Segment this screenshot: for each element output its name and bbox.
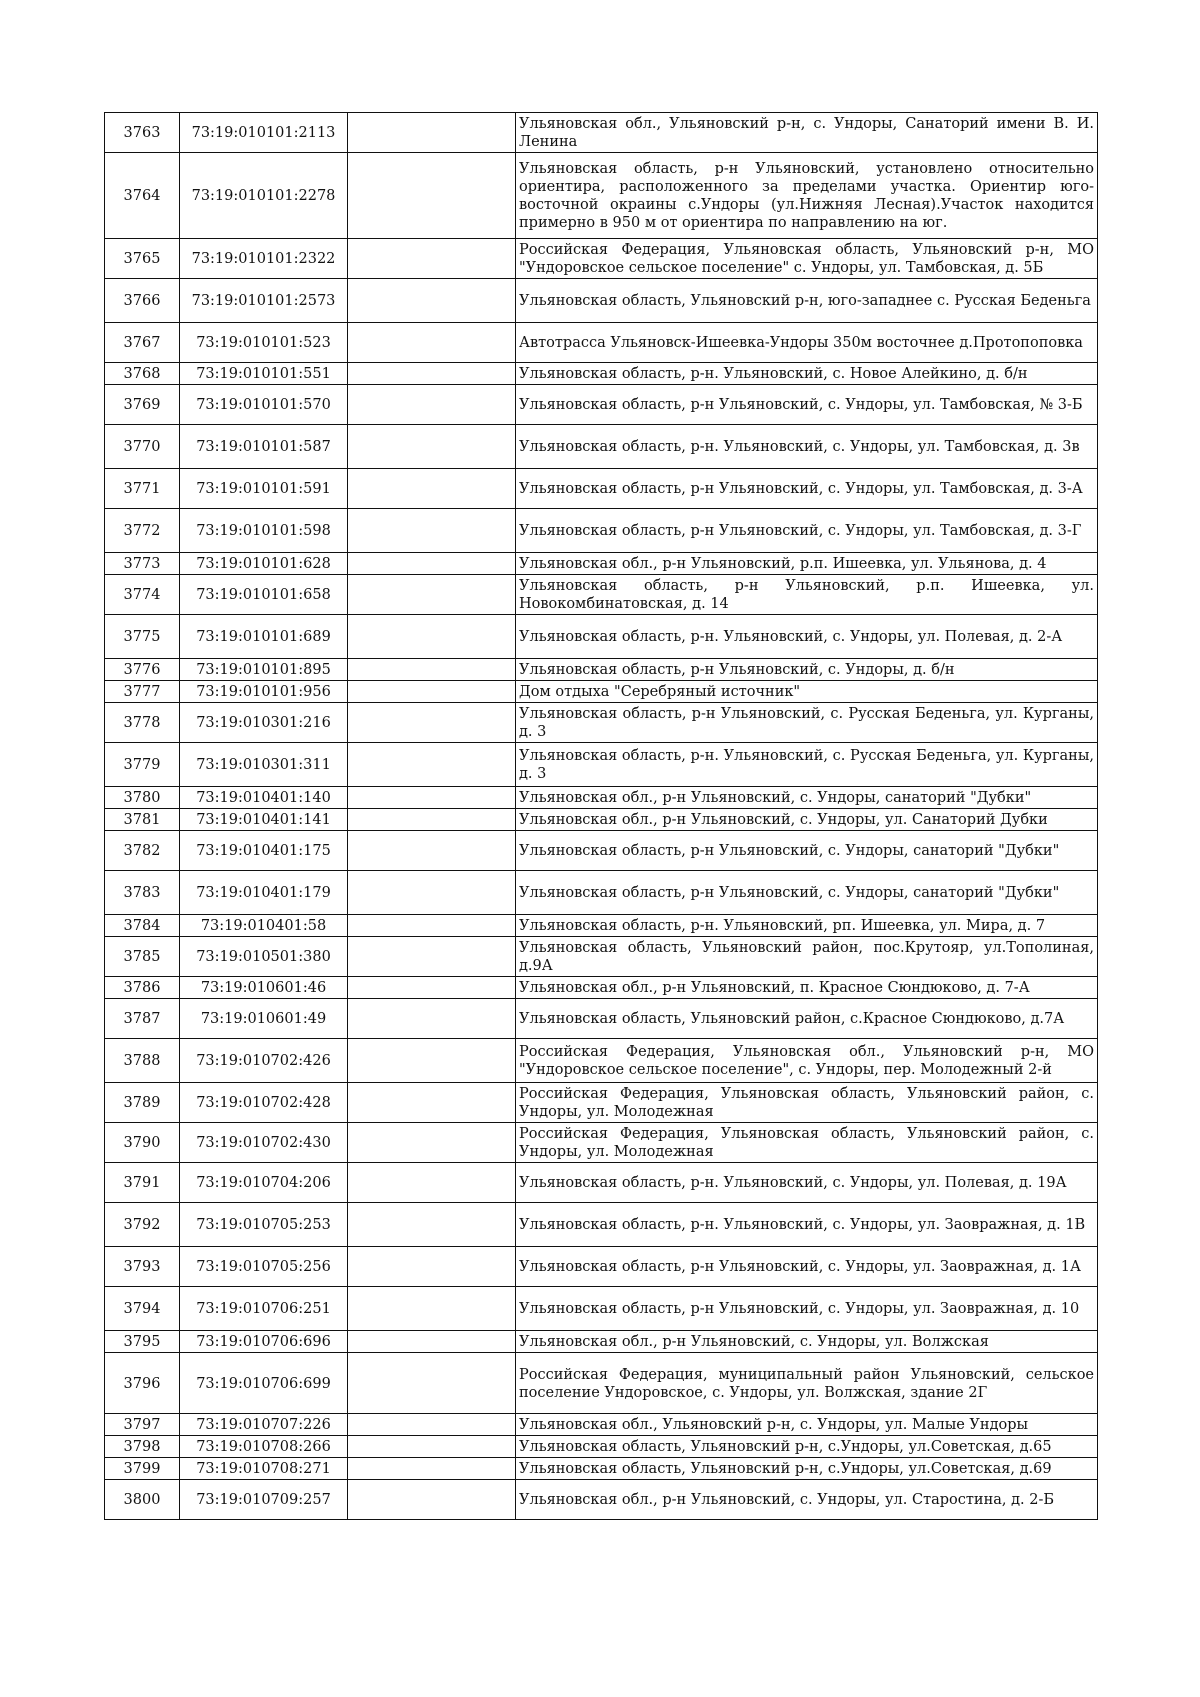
cadastral-number: 73:19:010401:58 (180, 915, 348, 937)
cadastral-number: 73:19:010101:689 (180, 615, 348, 659)
row-number: 3792 (105, 1203, 180, 1247)
table-row (105, 113, 1098, 153)
address-cell: Ульяновская обл., р-н Ульяновский, п. Красное Сюндюково, д. 7-А (516, 977, 1098, 999)
parcel-table (104, 112, 1098, 1520)
row-number: 3780 (105, 787, 180, 809)
row-number: 3773 (105, 553, 180, 575)
table-row (105, 615, 1098, 659)
cadastral-number: 73:19:010101:598 (180, 509, 348, 553)
row-number: 3770 (105, 425, 180, 469)
empty-cell (348, 1203, 516, 1247)
address-cell: Автотрасса Ульяновск-Ишеевка-Ундоры 350м восточнее д.Протопоповка (516, 323, 1098, 363)
empty-cell (348, 977, 516, 999)
table-row (105, 681, 1098, 703)
row-number: 3795 (105, 1331, 180, 1353)
cadastral-number: 73:19:010706:696 (180, 1331, 348, 1353)
row-number: 3793 (105, 1247, 180, 1287)
empty-cell (348, 787, 516, 809)
row-number: 3764 (105, 153, 180, 239)
cadastral-number: 73:19:010702:426 (180, 1039, 348, 1083)
cadastral-number: 73:19:010702:428 (180, 1083, 348, 1123)
empty-cell (348, 239, 516, 279)
cadastral-number: 73:19:010101:587 (180, 425, 348, 469)
address-cell: Российская Федерация, Ульяновская область, Ульяновский район, с. Ундоры, ул. Молодежная (516, 1123, 1098, 1163)
empty-cell (348, 937, 516, 977)
address-cell: Ульяновская обл., р-н Ульяновский, р.п. Ишеевка, ул. Ульянова, д. 4 (516, 553, 1098, 575)
table-row (105, 743, 1098, 787)
empty-cell (348, 575, 516, 615)
table-row (105, 1480, 1098, 1520)
empty-cell (348, 915, 516, 937)
table-row (105, 977, 1098, 999)
address-cell: Российская Федерация, муниципальный район Ульяновский, сельское поселение Ундоровское, с. Ундоры, ул. Волжская, здание 2Г (516, 1353, 1098, 1414)
row-number: 3799 (105, 1458, 180, 1480)
cadastral-number: 73:19:010101:551 (180, 363, 348, 385)
table-row (105, 871, 1098, 915)
empty-cell (348, 323, 516, 363)
address-cell: Ульяновская область, р-н Ульяновский, с. Ундоры, д. б/н (516, 659, 1098, 681)
address-cell: Ульяновская область, р-н. Ульяновский, с. Новое Алейкино, д. б/н (516, 363, 1098, 385)
empty-cell (348, 425, 516, 469)
row-number: 3774 (105, 575, 180, 615)
row-number: 3763 (105, 113, 180, 153)
table-row (105, 1039, 1098, 1083)
row-number: 3779 (105, 743, 180, 787)
address-cell: Ульяновская область, Ульяновский р-н, с.Ундоры, ул.Советская, д.69 (516, 1458, 1098, 1480)
address-cell: Ульяновская область, р-н. Ульяновский, с. Ундоры, ул. Полевая, д. 2-А (516, 615, 1098, 659)
address-cell: Ульяновская обл., р-н Ульяновский, с. Ундоры, ул. Волжская (516, 1331, 1098, 1353)
address-cell: Ульяновская область, р-н Ульяновский, с. Ундоры, ул. Заовражная, д. 10 (516, 1287, 1098, 1331)
row-number: 3777 (105, 681, 180, 703)
table-row (105, 1414, 1098, 1436)
address-cell: Дом отдыха "Серебряный источник" (516, 681, 1098, 703)
row-number: 3783 (105, 871, 180, 915)
cadastral-number: 73:19:010101:2322 (180, 239, 348, 279)
empty-cell (348, 1163, 516, 1203)
table-row (105, 1083, 1098, 1123)
address-cell: Российская Федерация, Ульяновская область, Ульяновский р-н, МО "Ундоровское сельское поселение" с. Ундоры, ул. Тамбовская, д. 5Б (516, 239, 1098, 279)
table-row (105, 469, 1098, 509)
empty-cell (348, 385, 516, 425)
empty-cell (348, 1414, 516, 1436)
cadastral-number: 73:19:010705:253 (180, 1203, 348, 1247)
row-number: 3798 (105, 1436, 180, 1458)
row-number: 3781 (105, 809, 180, 831)
cadastral-number: 73:19:010707:226 (180, 1414, 348, 1436)
cadastral-number: 73:19:010709:257 (180, 1480, 348, 1520)
address-cell: Российская Федерация, Ульяновская обл., Ульяновский р-н, МО "Ундоровское сельское поселение", с. Ундоры, пер. Молодежный 2-й (516, 1039, 1098, 1083)
table-row (105, 1331, 1098, 1353)
empty-cell (348, 1331, 516, 1353)
cadastral-number: 73:19:010301:311 (180, 743, 348, 787)
cadastral-number: 73:19:010101:956 (180, 681, 348, 703)
row-number: 3791 (105, 1163, 180, 1203)
address-cell: Ульяновская обл., Ульяновский р-н, с. Ундоры, Санаторий имени В. И. Ленина (516, 113, 1098, 153)
cadastral-number: 73:19:010705:256 (180, 1247, 348, 1287)
cadastral-number: 73:19:010101:2113 (180, 113, 348, 153)
empty-cell (348, 153, 516, 239)
table-row (105, 1203, 1098, 1247)
row-number: 3772 (105, 509, 180, 553)
table-row (105, 153, 1098, 239)
parcel-table-body (105, 113, 1098, 1520)
address-cell: Ульяновская обл., р-н Ульяновский, с. Ундоры, санаторий "Дубки" (516, 787, 1098, 809)
row-number: 3771 (105, 469, 180, 509)
table-row (105, 1287, 1098, 1331)
cadastral-number: 73:19:010101:658 (180, 575, 348, 615)
row-number: 3797 (105, 1414, 180, 1436)
table-row (105, 425, 1098, 469)
address-cell: Ульяновская область, р-н. Ульяновский, рп. Ишеевка, ул. Мира, д. 7 (516, 915, 1098, 937)
address-cell: Ульяновская область, р-н. Ульяновский, с. Ундоры, ул. Заовражная, д. 1В (516, 1203, 1098, 1247)
table-row (105, 915, 1098, 937)
cadastral-number: 73:19:010101:2278 (180, 153, 348, 239)
row-number: 3784 (105, 915, 180, 937)
table-row (105, 239, 1098, 279)
cadastral-number: 73:19:010601:46 (180, 977, 348, 999)
empty-cell (348, 871, 516, 915)
empty-cell (348, 1083, 516, 1123)
row-number: 3767 (105, 323, 180, 363)
table-row (105, 323, 1098, 363)
empty-cell (348, 831, 516, 871)
empty-cell (348, 1436, 516, 1458)
empty-cell (348, 1123, 516, 1163)
table-row (105, 575, 1098, 615)
row-number: 3796 (105, 1353, 180, 1414)
address-cell: Российская Федерация, Ульяновская область, Ульяновский район, с. Ундоры, ул. Молодежная (516, 1083, 1098, 1123)
cadastral-number: 73:19:010101:570 (180, 385, 348, 425)
cadastral-number: 73:19:010101:591 (180, 469, 348, 509)
address-cell: Ульяновская область, р-н Ульяновский, с. Ундоры, санаторий "Дубки" (516, 831, 1098, 871)
cadastral-number: 73:19:010401:140 (180, 787, 348, 809)
cadastral-number: 73:19:010708:266 (180, 1436, 348, 1458)
table-row (105, 1458, 1098, 1480)
empty-cell (348, 553, 516, 575)
table-row (105, 385, 1098, 425)
address-cell: Ульяновская обл., р-н Ульяновский, с. Ундоры, ул. Санаторий Дубки (516, 809, 1098, 831)
address-cell: Ульяновская область, р-н. Ульяновский, с. Ундоры, ул. Тамбовская, д. 3в (516, 425, 1098, 469)
address-cell: Ульяновская область, Ульяновский р-н, юго-западнее с. Русская Беденьга (516, 279, 1098, 323)
cadastral-number: 73:19:010301:216 (180, 703, 348, 743)
empty-cell (348, 469, 516, 509)
empty-cell (348, 703, 516, 743)
table-row (105, 1353, 1098, 1414)
cadastral-number: 73:19:010601:49 (180, 999, 348, 1039)
row-number: 3786 (105, 977, 180, 999)
cadastral-number: 73:19:010501:380 (180, 937, 348, 977)
empty-cell (348, 615, 516, 659)
cadastral-number: 73:19:010101:523 (180, 323, 348, 363)
cadastral-number: 73:19:010401:175 (180, 831, 348, 871)
empty-cell (348, 809, 516, 831)
row-number: 3789 (105, 1083, 180, 1123)
cadastral-number: 73:19:010401:141 (180, 809, 348, 831)
row-number: 3766 (105, 279, 180, 323)
empty-cell (348, 743, 516, 787)
address-cell: Ульяновская область, р-н Ульяновский, р.п. Ишеевка, ул. Новокомбинатовская, д. 14 (516, 575, 1098, 615)
table-row (105, 553, 1098, 575)
row-number: 3790 (105, 1123, 180, 1163)
address-cell: Ульяновская область, р-н Ульяновский, с. Ундоры, ул. Заовражная, д. 1А (516, 1247, 1098, 1287)
cadastral-number: 73:19:010401:179 (180, 871, 348, 915)
table-row (105, 659, 1098, 681)
table-row (105, 509, 1098, 553)
row-number: 3782 (105, 831, 180, 871)
row-number: 3800 (105, 1480, 180, 1520)
table-row (105, 999, 1098, 1039)
empty-cell (348, 681, 516, 703)
cadastral-number: 73:19:010101:895 (180, 659, 348, 681)
empty-cell (348, 659, 516, 681)
address-cell: Ульяновская область, р-н Ульяновский, с. Ундоры, ул. Тамбовская, д. 3-Г (516, 509, 1098, 553)
empty-cell (348, 1039, 516, 1083)
empty-cell (348, 509, 516, 553)
table-row (105, 1123, 1098, 1163)
table-row (105, 1247, 1098, 1287)
empty-cell (348, 1353, 516, 1414)
address-cell: Ульяновская обл., Ульяновский р-н, с. Ундоры, ул. Малые Ундоры (516, 1414, 1098, 1436)
empty-cell (348, 279, 516, 323)
table-row (105, 809, 1098, 831)
address-cell: Ульяновская область, р-н Ульяновский, с. Ундоры, санаторий "Дубки" (516, 871, 1098, 915)
table-row (105, 1163, 1098, 1203)
row-number: 3778 (105, 703, 180, 743)
table-row (105, 787, 1098, 809)
address-cell: Ульяновская область, Ульяновский район, с.Красное Сюндюково, д.7А (516, 999, 1098, 1039)
empty-cell (348, 1458, 516, 1480)
empty-cell (348, 113, 516, 153)
address-cell: Ульяновская область, р-н Ульяновский, с. Ундоры, ул. Тамбовская, № 3-Б (516, 385, 1098, 425)
cadastral-number: 73:19:010706:251 (180, 1287, 348, 1331)
table-row (105, 1436, 1098, 1458)
empty-cell (348, 1287, 516, 1331)
cadastral-number: 73:19:010101:2573 (180, 279, 348, 323)
row-number: 3794 (105, 1287, 180, 1331)
address-cell: Ульяновская область, Ульяновский район, пос.Крутояр, ул.Тополиная, д.9А (516, 937, 1098, 977)
row-number: 3765 (105, 239, 180, 279)
cadastral-number: 73:19:010708:271 (180, 1458, 348, 1480)
address-cell: Ульяновская область, Ульяновский р-н, с.Ундоры, ул.Советская, д.65 (516, 1436, 1098, 1458)
row-number: 3769 (105, 385, 180, 425)
row-number: 3785 (105, 937, 180, 977)
empty-cell (348, 363, 516, 385)
cadastral-number: 73:19:010704:206 (180, 1163, 348, 1203)
row-number: 3768 (105, 363, 180, 385)
address-cell: Ульяновская область, р-н. Ульяновский, с. Русская Беденьга, ул. Курганы, д. 3 (516, 743, 1098, 787)
empty-cell (348, 1480, 516, 1520)
cadastral-number: 73:19:010702:430 (180, 1123, 348, 1163)
empty-cell (348, 1247, 516, 1287)
row-number: 3775 (105, 615, 180, 659)
row-number: 3787 (105, 999, 180, 1039)
table-row (105, 703, 1098, 743)
table-row (105, 937, 1098, 977)
cadastral-number: 73:19:010101:628 (180, 553, 348, 575)
row-number: 3788 (105, 1039, 180, 1083)
address-cell: Ульяновская область, р-н Ульяновский, установлено относительно ориентира, расположенного за пределами участка. Ориентир юго-восточной окраины с.Ундоры (ул.Нижняя Лесная).Участок находится примерно в 950 м от ориентира по направлению на юг. (516, 153, 1098, 239)
address-cell: Ульяновская область, р-н Ульяновский, с. Ундоры, ул. Тамбовская, д. 3-А (516, 469, 1098, 509)
cadastral-number: 73:19:010706:699 (180, 1353, 348, 1414)
empty-cell (348, 999, 516, 1039)
table-row (105, 831, 1098, 871)
row-number: 3776 (105, 659, 180, 681)
address-cell: Ульяновская обл., р-н Ульяновский, с. Ундоры, ул. Старостина, д. 2-Б (516, 1480, 1098, 1520)
table-row (105, 279, 1098, 323)
address-cell: Ульяновская область, р-н. Ульяновский, с. Ундоры, ул. Полевая, д. 19А (516, 1163, 1098, 1203)
address-cell: Ульяновская область, р-н Ульяновский, с. Русская Беденьга, ул. Курганы, д. 3 (516, 703, 1098, 743)
table-row (105, 363, 1098, 385)
